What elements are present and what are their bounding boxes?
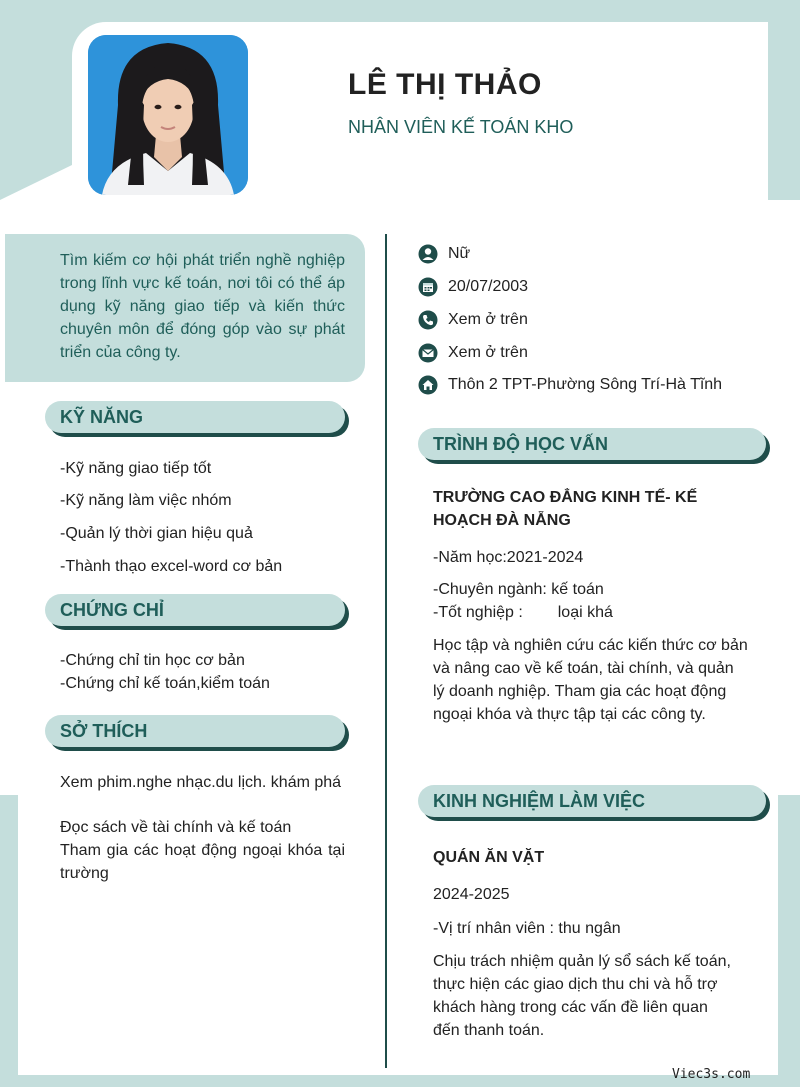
calendar-icon: [418, 277, 438, 297]
education-description: Học tập và nghiên cứu các kiến thức cơ bản và nâng cao về kế toán, tài chính, và quản lý doanh nghiệp. Tham gia các hoạt động ngoại khóa và thực tập tại các công ty.: [433, 637, 748, 723]
hobby-item: Đọc sách về tài chính và kế toán: [60, 819, 292, 836]
skill-item: -Thành thạo excel-word cơ bản: [60, 558, 283, 575]
job-title: NHÂN VIÊN KẾ TOÁN KHO: [348, 117, 574, 137]
contact-gender: [418, 243, 470, 265]
contact-email: [418, 342, 528, 364]
email-icon: [418, 343, 438, 363]
bottom-left-border: [0, 795, 18, 1087]
education-major: -Chuyên ngành: kế toán: [433, 581, 604, 598]
education-school: TRƯỜNG CAO ĐẲNG KINH TẾ- KẾ HOẠCH ĐÀ NẴNG: [433, 489, 698, 529]
hobby-item: Tham gia các hoạt động ngoại khóa tại trường: [60, 842, 345, 882]
hobbies-heading: SỞ THÍCH: [45, 715, 345, 747]
objective-text: Tìm kiếm cơ hội phát triển nghề nghiệp trong lĩnh vực kế toán, nơi tôi có thể áp dụng kỹ năng giao tiếp và kiến thức chuyên môn để đóng góp vào sự phát triển của công ty.: [60, 252, 345, 361]
hobby-item: Xem phim.nghe nhạc.du lịch. khám phá: [60, 774, 342, 791]
education-graduation: [433, 601, 748, 624]
skill-item: -Quản lý thời gian hiệu quả: [60, 525, 253, 542]
experience-description: Chịu trách nhiệm quản lý sổ sách kế toán, thực hiện các giao dịch thu chi và hỗ trợ khách hàng trong các vấn đề liên quan đến thanh toán.: [433, 953, 731, 1039]
graduation-value: loại khá: [557, 604, 613, 621]
education-year: -Năm học:2021-2024: [433, 549, 584, 566]
experience-heading: KINH NGHIỆM LÀM VIỆC: [418, 785, 766, 817]
phone-value: Xem ở trên: [448, 311, 528, 328]
certificates-heading: CHỨNG CHỈ: [45, 594, 345, 626]
certificate-item: -Chứng chỉ tin học cơ bản: [60, 652, 245, 669]
profile-photo: [88, 35, 248, 195]
graduation-label: -Tốt nghiệp :: [433, 604, 523, 621]
user-icon: [418, 244, 438, 264]
contact-dob: [418, 276, 528, 298]
gender-value: Nữ: [448, 245, 471, 262]
home-icon: [418, 375, 438, 395]
certificate-item: -Chứng chỉ kế toán,kiểm toán: [60, 675, 270, 692]
dob-value: 20/07/2003: [448, 278, 529, 295]
experience-period: 2024-2025: [433, 886, 510, 903]
column-divider: [385, 234, 387, 1068]
watermark: Viec3s.com: [672, 1067, 751, 1082]
contact-address: [418, 374, 722, 396]
candidate-name: LÊ THỊ THẢO: [348, 68, 542, 101]
skill-item: -Kỹ năng làm việc nhóm: [60, 492, 232, 509]
email-value: Xem ở trên: [448, 344, 528, 361]
experience-company: QUÁN ĂN VẶT: [433, 849, 545, 866]
address-value: Thôn 2 TPT-Phường Sông Trí-Hà Tĩnh: [448, 376, 723, 393]
experience-position: -Vị trí nhân viên : thu ngân: [433, 920, 621, 937]
education-heading: TRÌNH ĐỘ HỌC VẤN: [418, 428, 766, 460]
skills-heading: KỸ NĂNG: [45, 401, 345, 433]
contact-phone: [418, 309, 528, 331]
skill-item: -Kỹ năng giao tiếp tốt: [60, 460, 212, 477]
phone-icon: [418, 310, 438, 330]
bottom-right-border: [778, 795, 800, 1087]
